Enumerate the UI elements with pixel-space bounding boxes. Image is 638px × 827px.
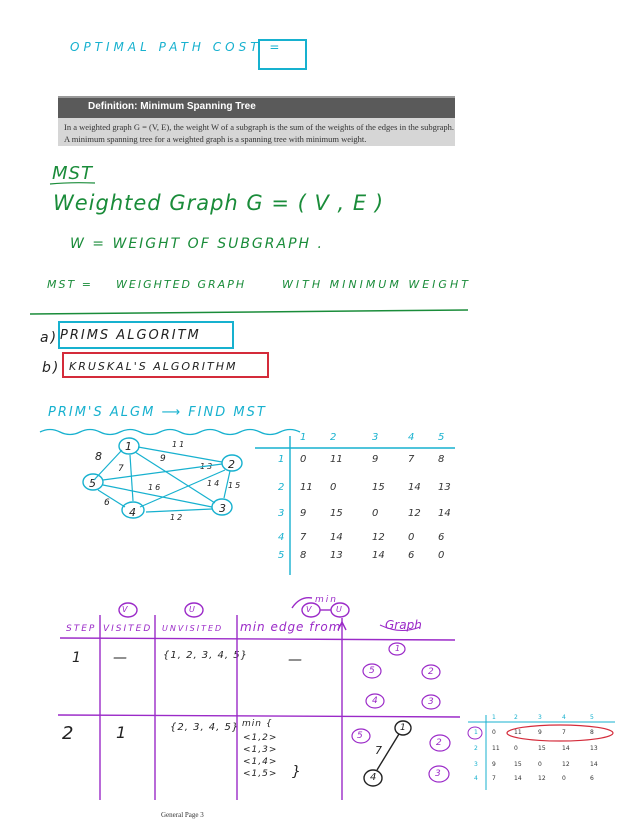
matrix-row-label-5: 5 bbox=[278, 550, 285, 561]
matrix-cell: 11 bbox=[330, 454, 343, 465]
matrix-row-label-1: 1 bbox=[278, 454, 285, 465]
matrix-col-1: 1 bbox=[300, 432, 307, 443]
unvisited-circle-label: U bbox=[189, 605, 197, 614]
step1-node-5: 5 bbox=[369, 666, 377, 676]
mini-matrix-cell: 11 bbox=[492, 745, 500, 752]
mst-def-mid: WEIGHTED GRAPH bbox=[116, 278, 247, 291]
node-circle-3 bbox=[212, 499, 232, 515]
table-header-line bbox=[60, 638, 455, 640]
step2-graph bbox=[352, 729, 450, 782]
matrix-cell: 0 bbox=[408, 532, 415, 543]
unvisited-circle bbox=[185, 603, 203, 617]
matrix-col-2: 2 bbox=[330, 432, 337, 443]
row2-step: 2 bbox=[62, 723, 76, 744]
graph-node-circles bbox=[83, 438, 242, 518]
matrix-cell: 13 bbox=[438, 482, 451, 493]
matrix-cell: 6 bbox=[408, 550, 415, 561]
mst-def-right: WITH MINIMUM WEIGHT bbox=[282, 278, 471, 291]
step1-node-2: 2 bbox=[428, 667, 436, 677]
prims-algorithm-label: PRIMS ALGORITM bbox=[60, 328, 201, 343]
weight-subgraph-line: W = WEIGHT OF SUBGRAPH . bbox=[70, 236, 324, 252]
mini-matrix-cell: 15 bbox=[538, 745, 546, 752]
mini-row-label-2: 2 bbox=[474, 745, 478, 752]
step2-circle-5 bbox=[352, 729, 370, 743]
table-row-line bbox=[58, 715, 460, 717]
header-unvisited: UNVISITED bbox=[162, 624, 224, 633]
step1-circle-4 bbox=[366, 694, 384, 708]
matrix-cell: 13 bbox=[330, 550, 343, 561]
row2-edge-label: 7 bbox=[375, 744, 384, 757]
graph-node-4: 4 bbox=[129, 506, 138, 519]
mini-col-2: 2 bbox=[514, 714, 518, 721]
edge-label-2-3: 15 bbox=[228, 481, 243, 490]
mini-row-label-3: 3 bbox=[474, 761, 478, 768]
mini-matrix-cell: 12 bbox=[538, 775, 546, 782]
step1-node-4: 4 bbox=[372, 696, 380, 706]
edge-5-4 bbox=[98, 490, 125, 507]
edge-1-3 bbox=[135, 452, 215, 503]
row1-visited: — bbox=[113, 650, 129, 666]
row2-unvisited: {2, 3, 4, 5} bbox=[170, 722, 240, 733]
edge-label-1-3: 9 bbox=[160, 454, 168, 464]
row2-pair-2: <1,3> bbox=[243, 745, 278, 755]
matrix-cell: 14 bbox=[372, 550, 385, 561]
step2-circle-2 bbox=[430, 735, 450, 751]
step1-graph bbox=[363, 643, 440, 709]
matrix-row-label-2: 2 bbox=[278, 482, 285, 493]
row2-visited: 1 bbox=[116, 723, 129, 742]
header-step: STEP bbox=[66, 624, 97, 634]
matrix-row-label-3: 3 bbox=[278, 508, 285, 519]
mini-matrix-cell: 12 bbox=[562, 761, 570, 768]
edge-5-2 bbox=[103, 464, 222, 480]
row2-close-brace: } bbox=[292, 764, 303, 780]
matrix-cell: 0 bbox=[438, 550, 445, 561]
mini-matrix-cell: 9 bbox=[538, 729, 542, 736]
v-circle-label: V bbox=[306, 605, 314, 614]
mini-matrix-cell: 14 bbox=[590, 761, 598, 768]
mini-col-3: 3 bbox=[538, 714, 542, 721]
definition-line-1: In a weighted graph G = (V, E), the weight W of a subgraph is the sum of the weights of the edges in the subgraph. bbox=[64, 122, 455, 132]
mini-matrix-cell: 7 bbox=[492, 775, 496, 782]
edge-label-1-5: 8 bbox=[95, 450, 104, 463]
edge-1-2 bbox=[138, 447, 222, 462]
mst-edge-1-4 bbox=[377, 734, 399, 770]
mini-matrix-cell: 0 bbox=[538, 761, 542, 768]
step1-circle-2 bbox=[422, 665, 440, 679]
row1-step: 1 bbox=[72, 650, 83, 666]
item-b-prefix: b) bbox=[42, 360, 61, 376]
mini-matrix-cell: 0 bbox=[562, 775, 566, 782]
edge-label-1-4: 7 bbox=[118, 464, 126, 474]
item-a-prefix: a) bbox=[40, 330, 59, 346]
definition-line-2: A minimum spanning tree for a weighted graph is a spanning tree with minimum weight. bbox=[64, 134, 367, 144]
matrix-cell: 9 bbox=[300, 508, 307, 519]
mini-matrix-cell: 0 bbox=[492, 729, 496, 736]
node-circle-4 bbox=[122, 502, 144, 518]
matrix-cell: 14 bbox=[330, 532, 343, 543]
step2-node-5: 5 bbox=[357, 731, 365, 741]
step2-node-2: 2 bbox=[436, 738, 444, 748]
mini-matrix-cell: 0 bbox=[514, 745, 518, 752]
header-graph: Graph bbox=[385, 618, 422, 632]
step2-mst-edge bbox=[364, 721, 411, 786]
mini-row1-circle bbox=[468, 727, 482, 739]
min-note: min bbox=[315, 595, 338, 605]
edge-2-3 bbox=[224, 471, 230, 498]
mini-matrix-cell: 13 bbox=[590, 745, 598, 752]
mini-matrix-cell: 7 bbox=[562, 729, 566, 736]
matrix-cell: 0 bbox=[300, 454, 307, 465]
matrix-cell: 7 bbox=[408, 454, 415, 465]
matrix-cell: 12 bbox=[408, 508, 421, 519]
matrix-row-label-4: 4 bbox=[278, 532, 285, 543]
definition-header: Definition: Minimum Spanning Tree bbox=[88, 101, 256, 112]
node-circle-1 bbox=[119, 438, 139, 454]
page-footer: General Page 3 bbox=[161, 811, 204, 819]
v-circle bbox=[302, 603, 320, 617]
step1-circle-5 bbox=[363, 664, 381, 678]
mst-underline bbox=[50, 183, 95, 184]
matrix-cell: 14 bbox=[438, 508, 451, 519]
step1-node-1: 1 bbox=[395, 644, 403, 653]
mini-matrix-cell: 8 bbox=[590, 729, 594, 736]
matrix-cell: 7 bbox=[300, 532, 307, 543]
mini-matrix-cell: 15 bbox=[514, 761, 522, 768]
graph-node-5: 5 bbox=[89, 477, 98, 490]
matrix-cell: 14 bbox=[408, 482, 421, 493]
graph-node-1: 1 bbox=[125, 440, 134, 453]
mst-def-left: MST = bbox=[47, 278, 93, 291]
mini-matrix-cell: 9 bbox=[492, 761, 496, 768]
kruskal-algorithm-label: KRUSKAL'S ALGORITHM bbox=[69, 360, 238, 373]
optimal-path-cost-label: OPTIMAL PATH COST = bbox=[70, 40, 284, 54]
row2-min-brace: min { bbox=[242, 719, 273, 729]
mini-col-1: 1 bbox=[492, 714, 496, 721]
edge-label-2-4: 14 bbox=[207, 479, 222, 488]
mini-matrix-cell: 6 bbox=[590, 775, 594, 782]
edge-label-4-3: 12 bbox=[170, 513, 185, 522]
weighted-graph-line: Weighted Graph G = ( V , E ) bbox=[53, 191, 385, 215]
graph-node-2: 2 bbox=[228, 458, 237, 471]
edge-label-5-3: 16 bbox=[148, 483, 163, 492]
step1-circle-1 bbox=[389, 643, 405, 655]
matrix-cell: 0 bbox=[330, 482, 337, 493]
visited-circle-label: V bbox=[122, 605, 130, 614]
green-divider bbox=[30, 310, 468, 314]
row2-pair-3: <1,4> bbox=[243, 757, 278, 767]
step2-circle-4 bbox=[364, 770, 382, 786]
prims-wavy-underline bbox=[40, 430, 300, 435]
kruskal-box bbox=[63, 353, 268, 377]
row1-unvisited: {1, 2, 3, 4, 5} bbox=[163, 650, 248, 661]
step1-node-3: 3 bbox=[428, 697, 436, 707]
mini-row-label-4: 4 bbox=[474, 775, 478, 782]
matrix-cell: 8 bbox=[438, 454, 445, 465]
node-circle-2 bbox=[222, 455, 242, 471]
mini-matrix-cell: 14 bbox=[514, 775, 522, 782]
step2-circle-3 bbox=[429, 766, 449, 782]
mst-title: MST bbox=[52, 163, 93, 184]
matrix-col-5: 5 bbox=[438, 432, 445, 443]
edge-label-5-4: 6 bbox=[104, 498, 112, 508]
header-visited: VISITED bbox=[103, 624, 153, 634]
matrix-cell: 9 bbox=[372, 454, 379, 465]
edge-1-4 bbox=[130, 455, 133, 501]
u-circle bbox=[331, 603, 349, 617]
matrix-col-3: 3 bbox=[372, 432, 379, 443]
edge-label-1-2: 11 bbox=[172, 440, 187, 449]
matrix-cell: 0 bbox=[372, 508, 379, 519]
node-circle-5 bbox=[83, 474, 103, 490]
matrix-cell: 11 bbox=[300, 482, 313, 493]
row2-pair-4: <1,5> bbox=[243, 769, 278, 779]
step2-circle-1 bbox=[395, 721, 411, 735]
step2-node-1: 1 bbox=[400, 723, 408, 733]
matrix-cell: 15 bbox=[330, 508, 343, 519]
mini-col-5: 5 bbox=[590, 714, 594, 721]
matrix-cell: 15 bbox=[372, 482, 385, 493]
step2-node-3: 3 bbox=[435, 769, 443, 779]
prims-box bbox=[59, 322, 233, 348]
row1-min-edge: — bbox=[288, 652, 304, 668]
u-circle-label: U bbox=[336, 605, 344, 614]
mini-matrix-cell: 11 bbox=[514, 729, 522, 736]
graph-header-underline bbox=[380, 625, 420, 631]
matrix-cell: 12 bbox=[372, 532, 385, 543]
matrix-col-4: 4 bbox=[408, 432, 415, 443]
step1-circle-3 bbox=[422, 695, 440, 709]
step2-node-4: 4 bbox=[370, 772, 379, 783]
mini-row-label-1: 1 bbox=[474, 729, 478, 736]
row2-pair-1: <1,2> bbox=[243, 733, 278, 743]
matrix-cell: 6 bbox=[438, 532, 445, 543]
matrix-cell: 8 bbox=[300, 550, 307, 561]
mini-row1-highlight bbox=[507, 725, 613, 741]
prims-title: PRIM'S ALGM ⟶ FIND MST bbox=[48, 405, 267, 420]
mini-matrix-cell: 14 bbox=[562, 745, 570, 752]
graph-edges bbox=[94, 447, 230, 512]
step-table-grid bbox=[58, 598, 460, 800]
edge-4-3 bbox=[146, 509, 212, 512]
graph-node-3: 3 bbox=[219, 502, 228, 515]
edge-label-5-2: 13 bbox=[200, 462, 215, 471]
visited-circle bbox=[119, 603, 137, 617]
mini-col-4: 4 bbox=[562, 714, 566, 721]
header-min-edge: min edge from bbox=[240, 620, 342, 634]
